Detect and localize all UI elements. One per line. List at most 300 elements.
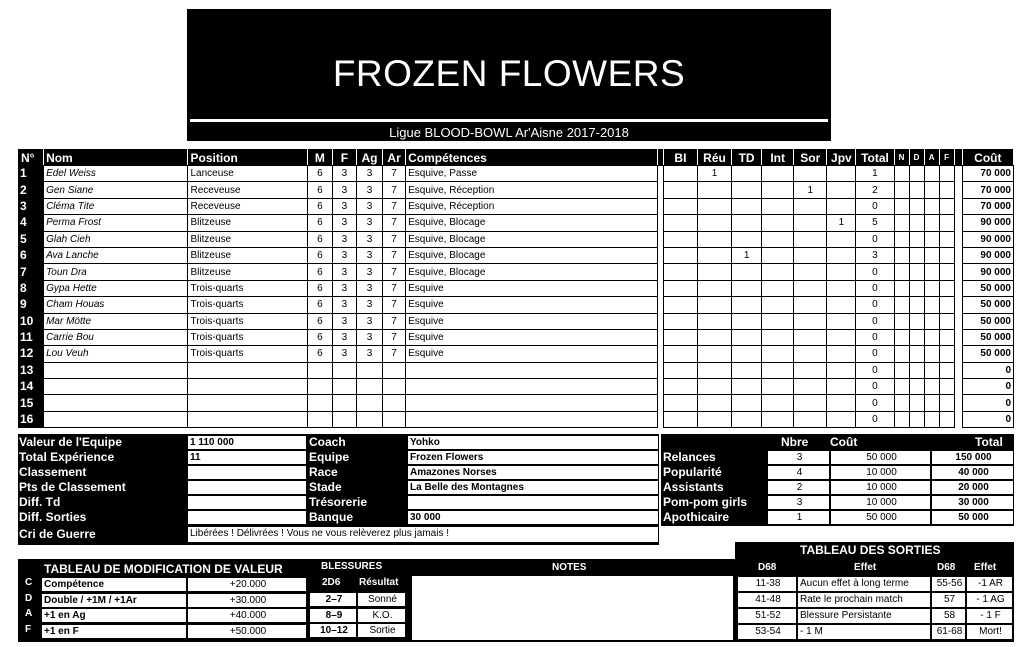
cell-f[interactable]: 3 [332,247,356,263]
cell-ag[interactable]: 3 [356,329,382,345]
cell-ar[interactable] [383,362,406,378]
cell-position[interactable]: Lanceuse [188,166,307,182]
cell-cost[interactable]: 90 000 [962,264,1013,280]
cell-empty[interactable] [939,411,954,427]
cell-ag[interactable]: 3 [356,313,382,329]
cell-empty[interactable] [909,395,924,411]
cell-empty[interactable] [894,411,909,427]
cell-empty[interactable] [894,264,909,280]
cell-skills[interactable]: Esquive [406,346,658,362]
cell-m[interactable]: 6 [307,182,332,198]
cell-jpv[interactable] [827,362,856,378]
cell-td[interactable] [732,264,762,280]
cell-name[interactable]: Gen Siane [44,182,188,198]
cell-sor[interactable] [794,231,827,247]
cell-name[interactable] [44,379,188,395]
cell-cost[interactable]: 90 000 [962,231,1013,247]
cell-reu[interactable] [697,264,731,280]
staff-cout[interactable]: 50 000 [830,510,931,525]
staff-nbre[interactable]: 2 [767,480,830,495]
cell-m[interactable]: 6 [307,166,332,182]
cell-empty[interactable] [909,329,924,345]
cell-name[interactable] [44,362,188,378]
cell-sor[interactable] [794,247,827,263]
cell-total[interactable]: 0 [856,313,894,329]
cell-empty[interactable] [924,198,939,214]
cell-int[interactable] [762,346,794,362]
cell-cost[interactable]: 0 [962,411,1013,427]
cell-sor[interactable] [794,313,827,329]
cell-sor[interactable] [794,198,827,214]
cell-ag[interactable]: 3 [356,215,382,231]
cell-empty[interactable] [924,346,939,362]
cell-td[interactable] [732,198,762,214]
cell-ar[interactable]: 7 [383,329,406,345]
staff-total[interactable]: 50 000 [931,510,1014,525]
cell-empty[interactable] [939,379,954,395]
cell-reu[interactable] [697,231,731,247]
cell-td[interactable] [732,313,762,329]
cell-td[interactable] [732,329,762,345]
race-value[interactable]: Amazones Norses [407,465,659,480]
cell-f[interactable] [332,379,356,395]
cell-bl[interactable] [663,215,697,231]
cell-name[interactable]: Lou Veuh [44,346,188,362]
cell-position[interactable]: Trois-quarts [188,346,307,362]
cell-position[interactable]: Blitzeuse [188,231,307,247]
cell-position[interactable] [188,362,307,378]
cell-ag[interactable]: 3 [356,231,382,247]
cell-empty[interactable] [924,231,939,247]
cell-int[interactable] [762,231,794,247]
cell-ar[interactable]: 7 [383,280,406,296]
cell-sor[interactable] [794,346,827,362]
cell-position[interactable]: Blitzeuse [188,215,307,231]
cell-f[interactable]: 3 [332,313,356,329]
cell-int[interactable] [762,313,794,329]
cell-ag[interactable] [356,362,382,378]
cell-jpv[interactable] [827,280,856,296]
cell-empty[interactable] [894,247,909,263]
cell-name[interactable] [44,411,188,427]
cell-total[interactable]: 0 [856,362,894,378]
cell-f[interactable] [332,395,356,411]
cell-f[interactable]: 3 [332,166,356,182]
cell-skills[interactable]: Esquive, Passe [406,166,658,182]
cell-empty[interactable] [939,182,954,198]
cell-skills[interactable]: Esquive, Blocage [406,264,658,280]
difftd-value[interactable] [187,495,307,510]
cell-reu[interactable] [697,215,731,231]
cell-reu[interactable] [697,247,731,263]
cell-empty[interactable] [909,411,924,427]
cell-empty[interactable] [894,362,909,378]
cell-cost[interactable]: 70 000 [962,166,1013,182]
experience-value[interactable]: 11 [187,450,307,465]
cell-jpv[interactable] [827,264,856,280]
cell-int[interactable] [762,215,794,231]
cell-sor[interactable] [794,166,827,182]
cell-reu[interactable] [697,182,731,198]
cell-empty[interactable] [924,313,939,329]
cell-empty[interactable] [939,166,954,182]
cell-bl[interactable] [663,198,697,214]
cell-jpv[interactable] [827,231,856,247]
cell-jpv[interactable] [827,313,856,329]
cell-jpv[interactable] [827,346,856,362]
cell-bl[interactable] [663,329,697,345]
cell-empty[interactable] [939,346,954,362]
cell-cost[interactable]: 50 000 [962,346,1013,362]
cell-td[interactable] [732,166,762,182]
cell-ar[interactable]: 7 [383,182,406,198]
cell-ar[interactable] [383,411,406,427]
cell-empty[interactable] [939,264,954,280]
cell-name[interactable]: Cham Houas [44,297,188,313]
cell-td[interactable] [732,215,762,231]
diffsorties-value[interactable] [187,510,307,525]
cell-m[interactable]: 6 [307,198,332,214]
cell-ar[interactable]: 7 [383,247,406,263]
cell-position[interactable]: Receveuse [188,182,307,198]
cell-empty[interactable] [894,231,909,247]
staff-nbre[interactable]: 4 [767,465,830,480]
cell-bl[interactable] [663,280,697,296]
cell-position[interactable]: Trois-quarts [188,329,307,345]
cell-skills[interactable]: Esquive, Blocage [406,215,658,231]
cell-sor[interactable]: 1 [794,182,827,198]
cell-empty[interactable] [909,346,924,362]
staff-cout[interactable]: 10 000 [830,465,931,480]
cell-m[interactable]: 6 [307,329,332,345]
cell-empty[interactable] [924,297,939,313]
cell-ag[interactable]: 3 [356,166,382,182]
cell-sor[interactable] [794,411,827,427]
staff-nbre[interactable]: 3 [767,450,830,465]
cell-ag[interactable]: 3 [356,198,382,214]
cell-empty[interactable] [939,198,954,214]
cell-cost[interactable]: 0 [962,395,1013,411]
cell-jpv[interactable]: 1 [827,215,856,231]
cell-m[interactable]: 6 [307,264,332,280]
cell-m[interactable]: 6 [307,231,332,247]
cell-bl[interactable] [663,362,697,378]
cell-f[interactable] [332,411,356,427]
cell-empty[interactable] [894,198,909,214]
cell-position[interactable]: Blitzeuse [188,247,307,263]
cell-reu[interactable] [697,346,731,362]
classement-value[interactable] [187,465,307,480]
cell-ag[interactable]: 3 [356,297,382,313]
cell-name[interactable]: Perma Frost [44,215,188,231]
cell-reu[interactable] [697,379,731,395]
cell-empty[interactable] [894,280,909,296]
cell-ar[interactable] [383,395,406,411]
cell-m[interactable]: 6 [307,247,332,263]
cell-f[interactable]: 3 [332,198,356,214]
cell-empty[interactable] [909,166,924,182]
cell-empty[interactable] [924,264,939,280]
cell-position[interactable]: Blitzeuse [188,264,307,280]
cell-f[interactable]: 3 [332,264,356,280]
cell-sor[interactable] [794,264,827,280]
cell-cost[interactable]: 70 000 [962,182,1013,198]
staff-total[interactable]: 20 000 [931,480,1014,495]
cell-empty[interactable] [909,297,924,313]
notes-area[interactable] [411,575,734,641]
cell-name[interactable]: Gypa Hette [44,280,188,296]
cell-ar[interactable]: 7 [383,231,406,247]
cell-total[interactable]: 0 [856,198,894,214]
cell-empty[interactable] [909,313,924,329]
cell-total[interactable]: 3 [856,247,894,263]
cell-sor[interactable] [794,395,827,411]
cell-ag[interactable]: 3 [356,247,382,263]
cell-f[interactable]: 3 [332,231,356,247]
cell-empty[interactable] [894,313,909,329]
cell-cost[interactable]: 70 000 [962,198,1013,214]
cell-skills[interactable]: Esquive [406,313,658,329]
cell-f[interactable]: 3 [332,215,356,231]
staff-cout[interactable]: 50 000 [830,450,931,465]
cell-jpv[interactable] [827,379,856,395]
cell-bl[interactable] [663,411,697,427]
cell-empty[interactable] [939,280,954,296]
cell-empty[interactable] [924,379,939,395]
tresorerie-value[interactable] [407,495,659,510]
cell-total[interactable]: 1 [856,166,894,182]
cell-ag[interactable]: 3 [356,280,382,296]
cell-sor[interactable] [794,379,827,395]
cell-jpv[interactable] [827,182,856,198]
cell-empty[interactable] [894,182,909,198]
cell-empty[interactable] [924,280,939,296]
cell-m[interactable]: 6 [307,215,332,231]
cell-reu[interactable] [697,198,731,214]
cell-bl[interactable] [663,182,697,198]
cell-bl[interactable] [663,264,697,280]
cell-int[interactable] [762,379,794,395]
cell-empty[interactable] [909,379,924,395]
cell-name[interactable]: Edel Weiss [44,166,188,182]
cell-skills[interactable]: Esquive [406,280,658,296]
cell-reu[interactable] [697,395,731,411]
cell-empty[interactable] [939,247,954,263]
cell-td[interactable] [732,280,762,296]
cell-sor[interactable] [794,329,827,345]
cell-empty[interactable] [894,346,909,362]
cell-f[interactable] [332,362,356,378]
cell-jpv[interactable] [827,297,856,313]
cell-skills[interactable]: Esquive [406,329,658,345]
cell-ar[interactable]: 7 [383,313,406,329]
cell-skills[interactable] [406,362,658,378]
cell-empty[interactable] [924,411,939,427]
valeur-value[interactable]: 1 110 000 [187,435,307,450]
cell-td[interactable] [732,346,762,362]
cell-m[interactable] [307,395,332,411]
cell-name[interactable]: Carrie Bou [44,329,188,345]
cell-jpv[interactable] [827,247,856,263]
cell-empty[interactable] [939,297,954,313]
cell-int[interactable] [762,247,794,263]
cell-empty[interactable] [894,379,909,395]
cell-reu[interactable] [697,362,731,378]
cell-td[interactable] [732,395,762,411]
cell-skills[interactable]: Esquive, Blocage [406,247,658,263]
cell-ag[interactable]: 3 [356,346,382,362]
cell-cost[interactable]: 90 000 [962,247,1013,263]
cell-bl[interactable] [663,313,697,329]
cell-total[interactable]: 0 [856,346,894,362]
cell-m[interactable]: 6 [307,297,332,313]
equipe-value[interactable]: Frozen Flowers [407,450,659,465]
cell-skills[interactable] [406,395,658,411]
cell-int[interactable] [762,297,794,313]
cell-cost[interactable]: 90 000 [962,215,1013,231]
cell-name[interactable]: Cléma Tite [44,198,188,214]
cell-ar[interactable]: 7 [383,198,406,214]
cell-empty[interactable] [939,362,954,378]
cell-empty[interactable] [909,231,924,247]
cell-m[interactable] [307,362,332,378]
cell-int[interactable] [762,198,794,214]
cri-value[interactable]: Libérées ! Délivrées ! Vous ne vous relèverez plus jamais ! [187,526,659,543]
cell-f[interactable]: 3 [332,329,356,345]
cell-empty[interactable] [894,395,909,411]
cell-sor[interactable] [794,280,827,296]
cell-ar[interactable]: 7 [383,264,406,280]
staff-total[interactable]: 40 000 [931,465,1014,480]
cell-total[interactable]: 0 [856,297,894,313]
cell-position[interactable] [188,379,307,395]
cell-empty[interactable] [924,329,939,345]
cell-td[interactable] [732,379,762,395]
cell-td[interactable]: 1 [732,247,762,263]
cell-jpv[interactable] [827,198,856,214]
cell-jpv[interactable] [827,411,856,427]
cell-bl[interactable] [663,247,697,263]
cell-bl[interactable] [663,379,697,395]
cell-empty[interactable] [939,215,954,231]
cell-bl[interactable] [663,166,697,182]
cell-ar[interactable]: 7 [383,166,406,182]
cell-skills[interactable]: Esquive, Blocage [406,231,658,247]
cell-f[interactable]: 3 [332,346,356,362]
cell-f[interactable]: 3 [332,182,356,198]
cell-f[interactable]: 3 [332,297,356,313]
cell-reu[interactable]: 1 [697,166,731,182]
cell-jpv[interactable] [827,166,856,182]
staff-nbre[interactable]: 1 [767,510,830,525]
cell-total[interactable]: 0 [856,329,894,345]
cell-int[interactable] [762,411,794,427]
cell-empty[interactable] [909,280,924,296]
cell-jpv[interactable] [827,329,856,345]
cell-total[interactable]: 0 [856,379,894,395]
cell-empty[interactable] [894,166,909,182]
cell-td[interactable] [732,297,762,313]
cell-ag[interactable]: 3 [356,264,382,280]
cell-int[interactable] [762,182,794,198]
cell-skills[interactable] [406,411,658,427]
staff-total[interactable]: 150 000 [931,450,1014,465]
staff-total[interactable]: 30 000 [931,495,1014,510]
cell-cost[interactable]: 50 000 [962,297,1013,313]
staff-cout[interactable]: 10 000 [830,480,931,495]
cell-empty[interactable] [939,313,954,329]
cell-cost[interactable]: 50 000 [962,313,1013,329]
cell-cost[interactable]: 50 000 [962,280,1013,296]
cell-skills[interactable] [406,379,658,395]
cell-position[interactable]: Trois-quarts [188,280,307,296]
banque-value[interactable]: 30 000 [407,510,659,525]
cell-total[interactable]: 0 [856,395,894,411]
cell-total[interactable]: 0 [856,280,894,296]
cell-m[interactable]: 6 [307,313,332,329]
cell-bl[interactable] [663,346,697,362]
staff-nbre[interactable]: 3 [767,495,830,510]
cell-sor[interactable] [794,362,827,378]
cell-empty[interactable] [909,247,924,263]
cell-sor[interactable] [794,215,827,231]
cell-total[interactable]: 5 [856,215,894,231]
cell-ar[interactable] [383,379,406,395]
cell-jpv[interactable] [827,395,856,411]
coach-value[interactable]: Yohko [407,435,659,450]
cell-ag[interactable] [356,395,382,411]
cell-reu[interactable] [697,297,731,313]
stade-value[interactable]: La Belle des Montagnes [407,480,659,495]
cell-position[interactable]: Trois-quarts [188,313,307,329]
cell-ar[interactable]: 7 [383,215,406,231]
cell-empty[interactable] [924,166,939,182]
cell-m[interactable]: 6 [307,280,332,296]
cell-skills[interactable]: Esquive [406,297,658,313]
cell-empty[interactable] [924,182,939,198]
cell-int[interactable] [762,166,794,182]
cell-empty[interactable] [909,362,924,378]
cell-ag[interactable] [356,379,382,395]
cell-empty[interactable] [894,215,909,231]
cell-name[interactable] [44,395,188,411]
cell-int[interactable] [762,329,794,345]
cell-total[interactable]: 0 [856,231,894,247]
cell-empty[interactable] [909,182,924,198]
cell-sor[interactable] [794,297,827,313]
cell-m[interactable]: 6 [307,346,332,362]
cell-empty[interactable] [939,231,954,247]
cell-position[interactable]: Receveuse [188,198,307,214]
cell-position[interactable]: Trois-quarts [188,297,307,313]
cell-position[interactable] [188,411,307,427]
cell-td[interactable] [732,182,762,198]
cell-ag[interactable] [356,411,382,427]
cell-reu[interactable] [697,329,731,345]
cell-name[interactable]: Glah Cieh [44,231,188,247]
cell-empty[interactable] [909,215,924,231]
cell-ar[interactable]: 7 [383,297,406,313]
cell-cost[interactable]: 0 [962,379,1013,395]
cell-cost[interactable]: 50 000 [962,329,1013,345]
cell-empty[interactable] [894,329,909,345]
cell-empty[interactable] [939,329,954,345]
cell-total[interactable]: 0 [856,411,894,427]
cell-f[interactable]: 3 [332,280,356,296]
cell-empty[interactable] [924,247,939,263]
staff-cout[interactable]: 10 000 [830,495,931,510]
cell-int[interactable] [762,264,794,280]
